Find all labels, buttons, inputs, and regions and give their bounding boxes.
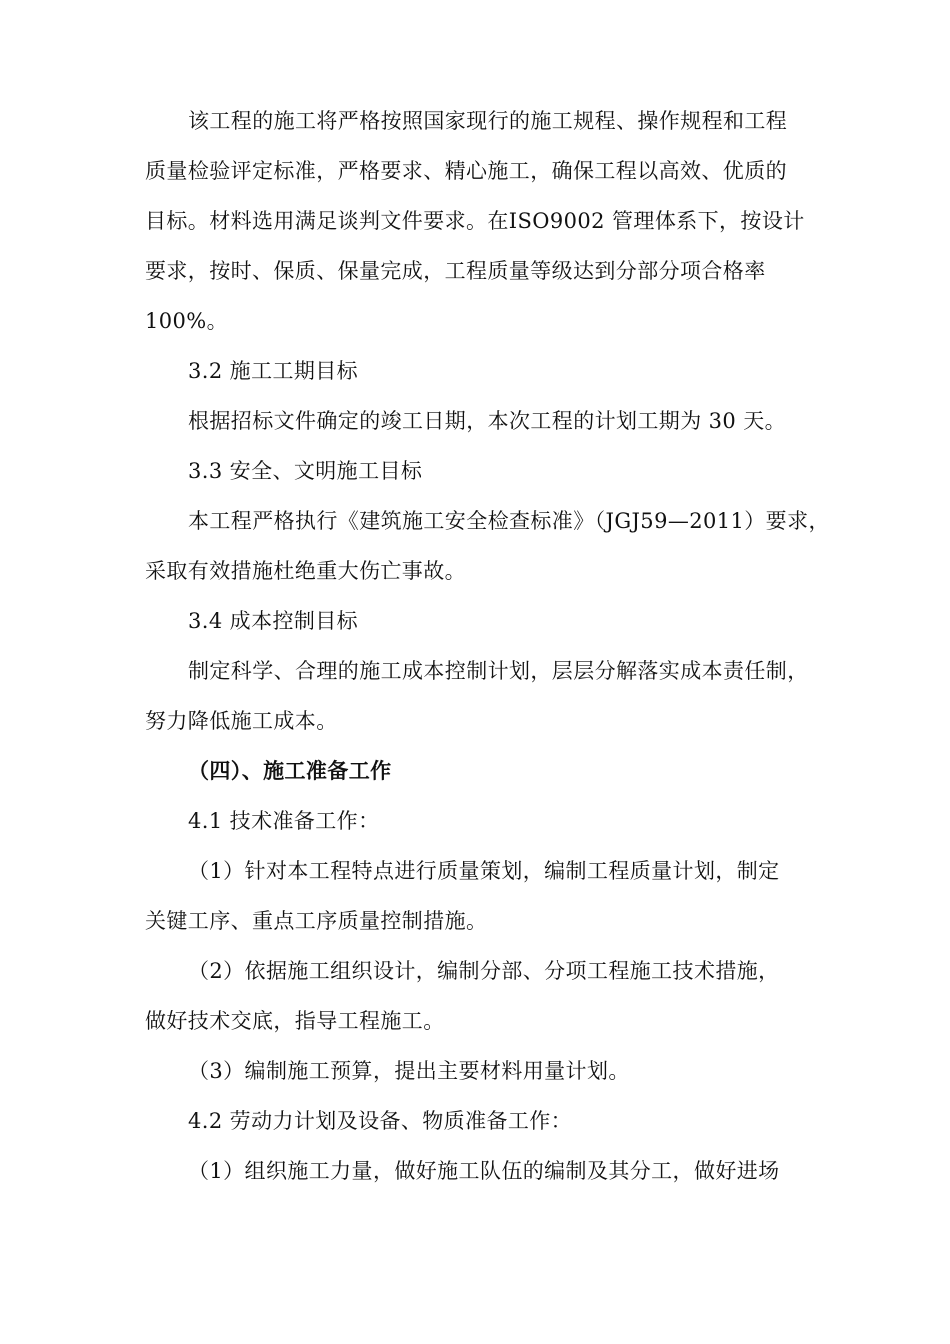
list-item-line: （2）依据施工组织设计，编制分部、分项工程施工技术措施，: [188, 959, 780, 983]
paragraph-line: 质量检验评定标准，严格要求、精心施工，确保工程以高效、优质的: [145, 159, 787, 183]
section-heading: 4.2 劳动力计划及设备、物质准备工作：: [188, 1109, 573, 1133]
paragraph-line: 该工程的施工将严格按照国家现行的施工规程、操作规程和工程: [188, 109, 788, 133]
paragraph-line: 目标。材料选用满足谈判文件要求。在ISO9002 管理体系下，按设计: [145, 209, 805, 233]
list-item-line: 关键工序、重点工序质量控制措施。: [145, 909, 488, 933]
paragraph-line: 要求，按时、保质、保量完成，工程质量等级达到分部分项合格率: [145, 259, 766, 283]
list-item-line: （1）组织施工力量，做好施工队伍的编制及其分工，做好进场: [188, 1159, 780, 1183]
paragraph-line: 本工程严格执行《建筑施工安全检查标准》（JGJ59—2011）要求，: [188, 509, 830, 533]
section-heading: 3.3 安全、文明施工目标: [188, 459, 423, 483]
paragraph-line: 根据招标文件确定的竣工日期，本次工程的计划工期为 30 天。: [188, 409, 787, 433]
paragraph-line: 100%。: [145, 309, 229, 333]
section-heading: 3.2 施工工期目标: [188, 359, 359, 383]
list-item-line: 做好技术交底，指导工程施工。: [145, 1009, 445, 1033]
paragraph-line: 制定科学、合理的施工成本控制计划，层层分解落实成本责任制，: [188, 659, 809, 683]
list-item-line: （1）针对本工程特点进行质量策划，编制工程质量计划，制定: [188, 859, 780, 883]
section-heading: 4.1 技术准备工作：: [188, 809, 380, 833]
chapter-heading: （四）、施工准备工作: [188, 759, 392, 783]
paragraph-line: 努力降低施工成本。: [145, 709, 338, 733]
list-item-line: （3）编制施工预算，提出主要材料用量计划。: [188, 1059, 630, 1083]
paragraph-line: 采取有效措施杜绝重大伤亡事故。: [145, 559, 466, 583]
section-heading: 3.4 成本控制目标: [188, 609, 359, 633]
